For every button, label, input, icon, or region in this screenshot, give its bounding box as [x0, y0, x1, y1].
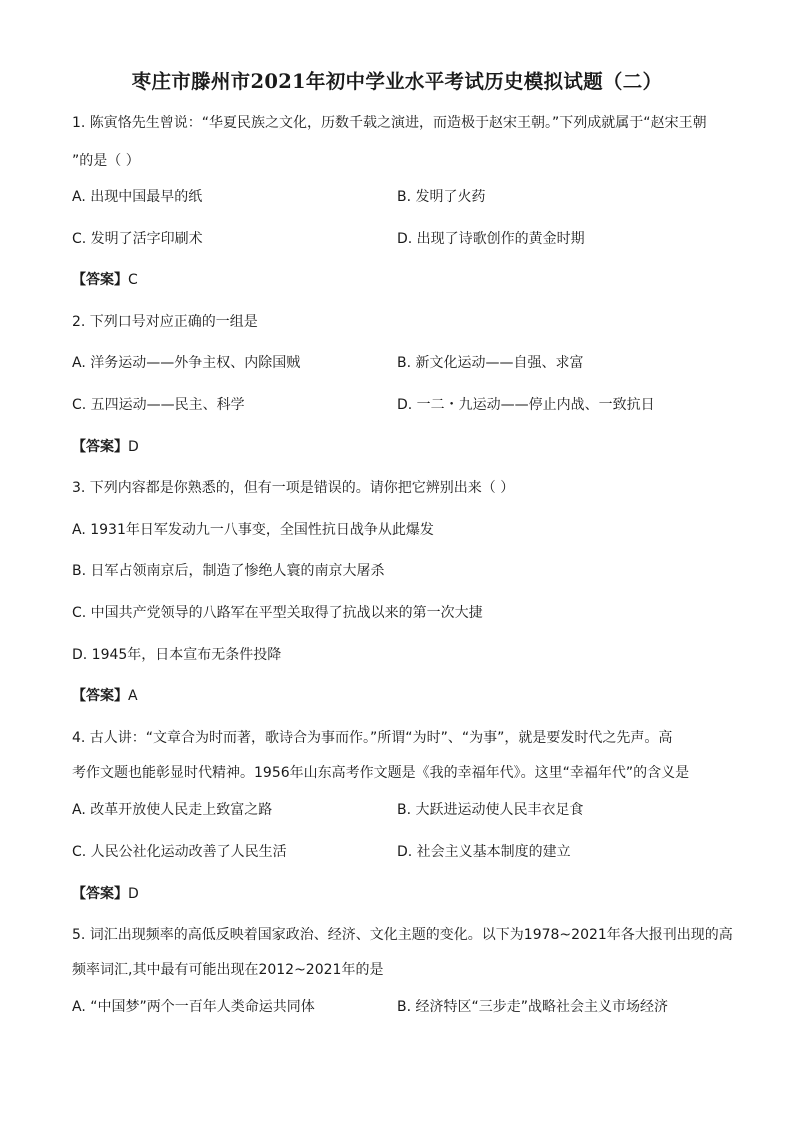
question-3-option-c: C. 中国共产党领导的八路军在平型关取得了抗战以来的第一次大捷	[72, 605, 483, 621]
answer-label: 【答案】	[72, 439, 128, 455]
answer-label: 【答案】	[72, 688, 128, 704]
question-4-answer	[72, 884, 139, 904]
question-1-stem-line-1: 1. 陈寅恪先生曾说：“华夏民族之文化，历数千载之演进，而造极于赵宋王朝。”下列成就属于“赵宋王朝	[72, 115, 707, 131]
question-5-option-b: B. 经济特区“三步走”战略社会主义市场经济	[397, 999, 669, 1015]
question-4-option-d: D. 社会主义基本制度的建立	[397, 844, 571, 860]
question-5-stem-line-2: 频率词汇,其中最有可能出现在2012~2021年的是	[72, 962, 384, 978]
answer-value: A	[128, 688, 138, 704]
question-1-answer	[72, 270, 138, 290]
answer-value: D	[128, 439, 139, 455]
question-3-option-a: A. 1931年日军发动九一八事变，全国性抗日战争从此爆发	[72, 522, 434, 538]
question-1-option-d: D. 出现了诗歌创作的黄金时期	[397, 231, 585, 247]
question-3-option-b: B. 日军占领南京后，制造了惨绝人寰的南京大屠杀	[72, 563, 385, 579]
answer-value: D	[128, 886, 139, 902]
question-4-option-a: A. 改革开放使人民走上致富之路	[72, 802, 273, 818]
question-1-stem-line-2: ”的是（ ）	[72, 153, 140, 169]
question-3-stem-line-1: 3. 下列内容都是你熟悉的，但有一项是错误的。请你把它辨别出来（ ）	[72, 480, 515, 496]
answer-label: 【答案】	[72, 886, 128, 902]
question-2-option-b: B. 新文化运动——自强、求富	[397, 355, 584, 371]
question-4-stem-line-2: 考作文题也能彰显时代精神。1956年山东高考作文题是《我的幸福年代》。这里“幸福年代”的含义是	[72, 765, 690, 781]
question-2-option-d: D. 一二・九运动——停止内战、一致抗日	[397, 397, 655, 413]
question-4-stem-line-1: 4. 古人讲：“文章合为时而著，歌诗合为事而作。”所谓“为时”、“为事”，就是要发时代之先声。高	[72, 730, 673, 746]
question-5-option-a: A. “中国梦”两个一百年人类命运共同体	[72, 999, 315, 1015]
question-2-stem-line-1: 2. 下列口号对应正确的一组是	[72, 314, 258, 330]
question-4-option-c: C. 人民公社化运动改善了人民生活	[72, 844, 287, 860]
question-1-option-a: A. 出现中国最早的纸	[72, 189, 203, 205]
question-4-option-b: B. 大跃进运动使人民丰衣足食	[397, 802, 584, 818]
question-2-option-a: A. 洋务运动——外争主权、内除国贼	[72, 355, 301, 371]
question-5-stem-line-1: 5. 词汇出现频率的高低反映着国家政治、经济、文化主题的变化。以下为1978~2021年各大报刊出现的高	[72, 927, 733, 943]
answer-value: C	[128, 272, 138, 288]
answer-label: 【答案】	[72, 272, 128, 288]
exam-title: 枣庄市滕州市2021年初中学业水平考试历史模拟试题（二）	[131, 70, 663, 93]
question-3-answer	[72, 686, 138, 706]
question-2-option-c: C. 五四运动——民主、科学	[72, 397, 245, 413]
question-1-option-c: C. 发明了活字印刷术	[72, 231, 203, 247]
question-2-answer	[72, 437, 139, 457]
question-3-option-d: D. 1945年，日本宣布无条件投降	[72, 647, 282, 663]
question-1-option-b: B. 发明了火药	[397, 189, 486, 205]
